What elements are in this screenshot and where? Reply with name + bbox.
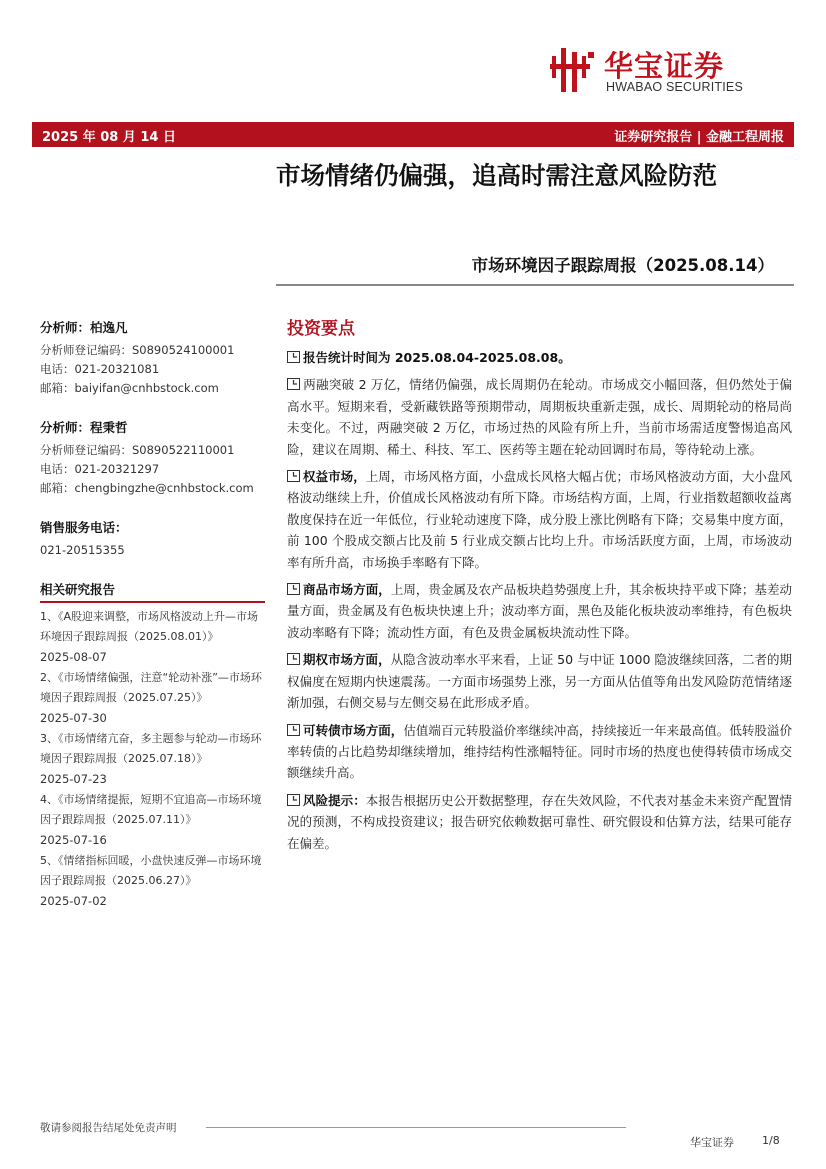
list-item[interactable] [40, 851, 265, 911]
clock-bullet-icon [287, 470, 301, 482]
clock-bullet-icon [287, 794, 301, 806]
key-point-body: 从隐含波动率水平来看，上证 50 与中证 1000 隐波继续回落，二者的期权偏度在短期内快速震荡。一方面市场强势上涨，另一方面从估值等角出发风险防范情绪逐渐加强，右侧交易与左侧交易在此形成矛盾。 [287, 652, 792, 711]
related-reports-list [40, 607, 265, 911]
key-point-body: 两融突破 2 万亿，情绪仍偏强，成长周期仍在轮动。市场成交小幅回落，但仍然处于偏高水平。短期来看，受新藏铁路等预期带动，周期板块重新走强，成长、周期轮动的格局尚未变化。不过，两融突破 2 万亿，市场过热的风险有所上升，当前市场需适度警惕追高风险，建议在周期、稀土、科技、军工、医药等主题在轮动回调时布局，等待轮动上涨。 [287, 377, 792, 457]
footer-disclaimer[interactable]: 敬请参阅报告结尾处免责声明 [40, 1122, 177, 1134]
related-report-date: 2025-08-07 [40, 650, 107, 664]
report-date: 2025 年 08 月 14 日 [42, 130, 176, 145]
list-item[interactable] [40, 668, 265, 728]
analyst-name: 分析师：柏逸凡 [40, 320, 128, 335]
key-point-body: 上周，市场风格方面，小盘成长风格大幅占优；市场风格波动方面，大小盘风格波动继续上升，价值成长风格波动有所下降。市场结构方面，上周，行业指数超额收益离散度保持在近一年低位，行业轮动速度下降，成分股上涨比例略有下降；交易集中度方面，前 100 个股成交额占比及前 5 行业成交额占比均上升。市场活跃度方面，上周，市场波动率有所升高，市场换手率略有下降。 [287, 469, 792, 570]
sales-title: 销售服务电话： [40, 520, 128, 535]
clock-bullet-icon [287, 378, 301, 390]
clock-bullet-icon [287, 724, 301, 736]
analyst-name: 分析师：程秉哲 [40, 420, 128, 435]
report-type: 证券研究报告 | 金融工程周报 [614, 130, 784, 145]
report-title: 市场情绪仍偏强，追高时需注意风险防范 [276, 161, 717, 190]
list-item[interactable] [40, 790, 265, 850]
key-point-lead: 报告统计时间为 2025.08.04-2025.08.08。 [303, 350, 571, 365]
key-point-body: 本报告根据历史公开数据整理，存在失效风险，不代表对基金未来资产配置情况的预测，不构成投资建议；报告研究依赖数据可靠性、研究假设和估算方法，结果可能存在偏差。 [287, 792, 792, 851]
key-point [287, 720, 792, 784]
key-point-lead: 权益市场， [303, 469, 366, 485]
related-report-text: 5、《情绪指标回暖，小盘快速反弹—市场环境因子跟踪周报（2025.06.27）》 [40, 854, 262, 887]
related-report-text: 3、《市场情绪亢奋，多主题参与轮动—市场环境因子跟踪周报（2025.07.18）》 [40, 732, 262, 765]
report-subtitle: 市场环境因子跟踪周报（2025.08.14） [471, 256, 774, 275]
related-report-text: 1、《A股迎来调整，市场风格波动上升—市场环境因子跟踪周报（2025.08.01）》 [40, 610, 259, 643]
list-item[interactable] [40, 607, 265, 667]
logo-text-en: HWABAO SECURITIES [606, 80, 743, 94]
title-divider [276, 284, 794, 286]
page-number: 1/8 [762, 1134, 780, 1147]
key-point [287, 579, 792, 643]
section-title: 投资要点 [287, 319, 355, 339]
key-point-lead: 可转债市场方面， [303, 722, 404, 738]
hwabao-logo-icon [548, 42, 600, 94]
footer-divider [206, 1127, 626, 1128]
clock-bullet-icon [287, 653, 301, 665]
company-logo [548, 42, 780, 98]
key-point [287, 790, 792, 854]
sales-phone: 021-20515355 [40, 543, 125, 557]
related-report-date: 2025-07-30 [40, 711, 107, 725]
key-point [287, 374, 792, 460]
logo-text-cn: 华宝证券 [604, 49, 725, 83]
key-point-body: 上周，贵金属及农产品板块趋势强度上升，其余板块持平或下降；基差动量方面，贵金属及有色板块快速上升；波动率方面，黑色及能化板块波动率维持，有色板块波动率略有下降；流动性方面，有色及贵金属板块流动性下降。 [287, 582, 792, 640]
analyst-reg: 分析师登记编码：S0890522110001 [40, 443, 235, 457]
analyst-email[interactable]: 邮箱：baiyifan@cnhbstock.com [40, 381, 219, 395]
sidebar [40, 318, 265, 912]
related-report-date: 2025-07-02 [40, 894, 107, 908]
related-reports-title: 相关研究报告 [40, 580, 265, 603]
list-item[interactable] [40, 729, 265, 789]
clock-bullet-icon [287, 351, 301, 363]
related-report-date: 2025-07-16 [40, 833, 107, 847]
key-point [287, 649, 792, 713]
analyst-block [40, 418, 265, 498]
analyst-phone: 电话：021-20321297 [40, 462, 160, 476]
related-report-text: 4、《市场情绪提振，短期不宜追高—市场环境因子跟踪周报（2025.07.11）》 [40, 793, 262, 826]
related-report-date: 2025-07-23 [40, 772, 107, 786]
analyst-phone: 电话：021-20321081 [40, 362, 160, 376]
footer-brand: 华宝证券 [690, 1136, 734, 1149]
key-point [287, 347, 792, 368]
key-point-lead: 风险提示： [303, 792, 366, 808]
header-band [32, 122, 794, 147]
key-point-lead: 商品市场方面， [303, 582, 391, 598]
analyst-reg: 分析师登记编码：S0890524100001 [40, 343, 235, 357]
key-point [287, 466, 792, 573]
analyst-email[interactable]: 邮箱：chengbingzhe@cnhbstock.com [40, 481, 254, 495]
key-point-lead: 期权市场方面， [303, 652, 391, 668]
clock-bullet-icon [287, 583, 301, 595]
related-report-text: 2、《市场情绪偏强，注意“轮动补涨”—市场环境因子跟踪周报（2025.07.25）》 [40, 671, 262, 704]
main-content [287, 314, 792, 860]
key-point-body: 估值端百元转股溢价率继续冲高，持续接近一年来最高值。低转股溢价率转债的占比趋势却继续增加，维持结构性涨幅特征。同时市场的热度也使得转债市场成交额继续升高。 [287, 722, 792, 781]
analyst-block [40, 318, 265, 398]
